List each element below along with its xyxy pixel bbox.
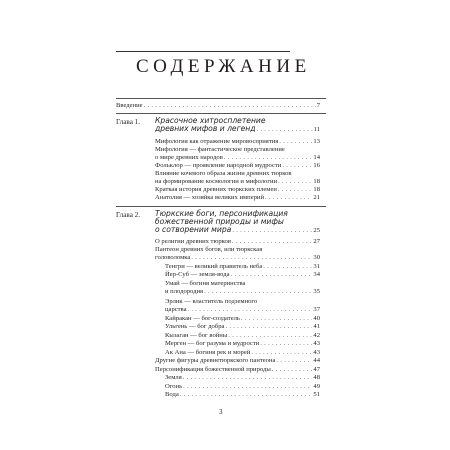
toc-entry-label: Краткая история древних тюркских племен xyxy=(155,186,277,193)
toc-page-number: 48 xyxy=(313,374,320,381)
toc-entry xyxy=(155,357,320,365)
toc-entry-label: Огонь xyxy=(165,383,183,390)
toc-entry-line1: Мифология — фантастическое представление xyxy=(155,146,285,153)
divider xyxy=(116,206,326,207)
toc-page-number: 14 xyxy=(313,154,320,161)
toc-entry-label: Другие фигуры древнетюркского пантеона xyxy=(155,357,276,364)
leader-dots xyxy=(282,162,312,170)
toc-page-number: 18 xyxy=(313,178,320,185)
chapter-1-heading xyxy=(155,125,320,134)
leader-dots xyxy=(204,288,312,296)
toc-entry-label: на формирование космологии и мифологии xyxy=(155,178,278,185)
toc-page-number: 35 xyxy=(313,288,320,295)
toc-page-number: 21 xyxy=(313,194,320,201)
leader-dots xyxy=(279,138,312,146)
leader-dots xyxy=(191,254,312,262)
toc-entry xyxy=(165,340,320,348)
leader-dots xyxy=(183,383,312,391)
toc-entry-label: Мифология как отражение мировосприятия xyxy=(155,138,279,145)
leader-dots xyxy=(278,186,312,194)
page-title: СОДЕРЖАНИЕ xyxy=(136,56,311,77)
toc-entry xyxy=(165,315,320,323)
toc-page-number: 27 xyxy=(313,238,320,245)
toc-entry-label: Йер-Суб — земля-вода xyxy=(165,271,230,278)
toc-entry-label: Фольклор — проявление народной мудрости xyxy=(155,162,282,169)
toc-page-number: 7 xyxy=(316,102,320,109)
toc-page-number: 13 xyxy=(313,138,320,145)
leader-dots xyxy=(241,315,312,323)
toc-page-number: 47 xyxy=(313,366,320,373)
toc-entry-label: Кызаган — бог войны xyxy=(165,332,228,339)
toc-entry-label: Мерген — бог разума и мудрости xyxy=(165,340,260,347)
leader-dots xyxy=(224,154,313,162)
page-number: 3 xyxy=(219,408,223,416)
header-rule xyxy=(116,51,290,52)
toc-entry-intro xyxy=(116,102,320,110)
toc-entry-label: Ак Ана — богиня рек и морей xyxy=(165,349,251,356)
toc-entry xyxy=(165,271,320,279)
toc-page-number: 41 xyxy=(313,323,320,330)
chapter-2-title-line2: божественной природы и мифы xyxy=(155,217,284,226)
chapter-1-title-line2: древних мифов и легенд xyxy=(155,124,256,133)
toc-entry-label: Анатолия — хозяйка великих империй xyxy=(155,194,264,201)
leader-dots xyxy=(231,271,313,279)
toc-entry-label: Тенгри — великий правитель неба xyxy=(165,263,263,270)
leader-dots xyxy=(232,227,312,235)
chapter-2-label: Глава 2. xyxy=(116,211,141,219)
leader-dots xyxy=(225,323,312,331)
leader-dots xyxy=(263,263,312,271)
toc-entry xyxy=(155,366,320,374)
toc-entry-label: Земля xyxy=(165,374,182,381)
toc-entry xyxy=(165,374,320,382)
toc-entry-line1: Эрлик — властитель подземного xyxy=(165,298,258,305)
leader-dots xyxy=(183,374,313,382)
toc-page-number: 42 xyxy=(313,332,320,339)
toc-page-number: 44 xyxy=(313,357,320,364)
toc-entry xyxy=(165,391,320,399)
toc-page-number: 43 xyxy=(313,340,320,347)
toc-entry xyxy=(155,154,320,162)
toc-entry-line1: Влияние кочевого образа жизни древних тюрков xyxy=(155,170,292,177)
toc-page-number: 18 xyxy=(313,186,320,193)
toc-entry xyxy=(165,332,320,340)
chapter-2-title-line3: о сотворении мира xyxy=(155,225,232,234)
toc-entry-label: Ульгень — бог добра xyxy=(165,323,225,330)
toc-entry xyxy=(165,306,320,314)
leader-dots xyxy=(232,238,312,246)
toc-entry xyxy=(165,383,320,391)
toc-entry-label: Введение xyxy=(116,102,143,109)
leader-dots xyxy=(180,391,313,399)
toc-page-number: 25 xyxy=(313,227,320,234)
toc-entry xyxy=(165,263,320,271)
chapter-1-title-line1: Красочное хитросплетение xyxy=(155,116,266,125)
toc-entry-label: Кайракан — бог-создатель xyxy=(165,315,240,322)
toc-entry-label: Вода xyxy=(165,391,179,398)
chapter-2-heading xyxy=(155,226,320,235)
toc-entry xyxy=(155,186,320,194)
toc-page-number: 43 xyxy=(313,349,320,356)
leader-dots xyxy=(188,306,313,314)
toc-entry xyxy=(155,162,320,170)
toc-page-number: 51 xyxy=(313,391,320,398)
toc-page-number: 34 xyxy=(313,271,320,278)
divider xyxy=(116,113,326,114)
chapter-1-label: Глава 1. xyxy=(116,118,141,126)
toc-entry xyxy=(165,288,320,296)
toc-entry xyxy=(155,254,320,262)
toc-page-number: 49 xyxy=(313,383,320,390)
leader-dots xyxy=(265,194,312,202)
toc-page-number: 37 xyxy=(313,306,320,313)
toc-entry-label: О религии древних тюрков xyxy=(155,238,231,245)
leader-dots xyxy=(228,332,312,340)
toc-entry xyxy=(155,238,320,246)
toc-entry xyxy=(165,349,320,357)
toc-entry xyxy=(155,178,320,186)
toc-page-number: 31 xyxy=(313,263,320,270)
divider xyxy=(116,98,326,99)
toc-entry-label: и плодородия xyxy=(165,288,204,295)
toc-entry xyxy=(155,138,320,146)
toc-entry xyxy=(155,194,320,202)
leader-dots xyxy=(278,178,312,186)
leader-dots xyxy=(256,126,312,134)
toc-entry-label: головоломка xyxy=(155,254,191,261)
toc-entry-label: о мире древних народов xyxy=(155,154,223,161)
leader-dots xyxy=(276,357,312,365)
toc-page-number: 30 xyxy=(313,254,320,261)
toc-entry-label: царства xyxy=(165,306,187,313)
leader-dots xyxy=(260,340,312,348)
leader-dots xyxy=(144,102,316,110)
toc-entry-line1: Пантеон древних богов, или тюркская xyxy=(155,246,263,253)
leader-dots xyxy=(251,349,312,357)
toc-entry-label: Персонификация божественной природы xyxy=(155,366,271,373)
toc-entry xyxy=(165,323,320,331)
toc-page-number: 16 xyxy=(313,162,320,169)
toc-entry-line1: Умай — богиня материнства xyxy=(165,280,246,287)
chapter-2-title-line1: Тюркские боги, персонификация xyxy=(155,209,288,218)
leader-dots xyxy=(272,366,313,374)
toc-page-number: 40 xyxy=(313,315,320,322)
toc-page-number: 11 xyxy=(313,126,320,133)
